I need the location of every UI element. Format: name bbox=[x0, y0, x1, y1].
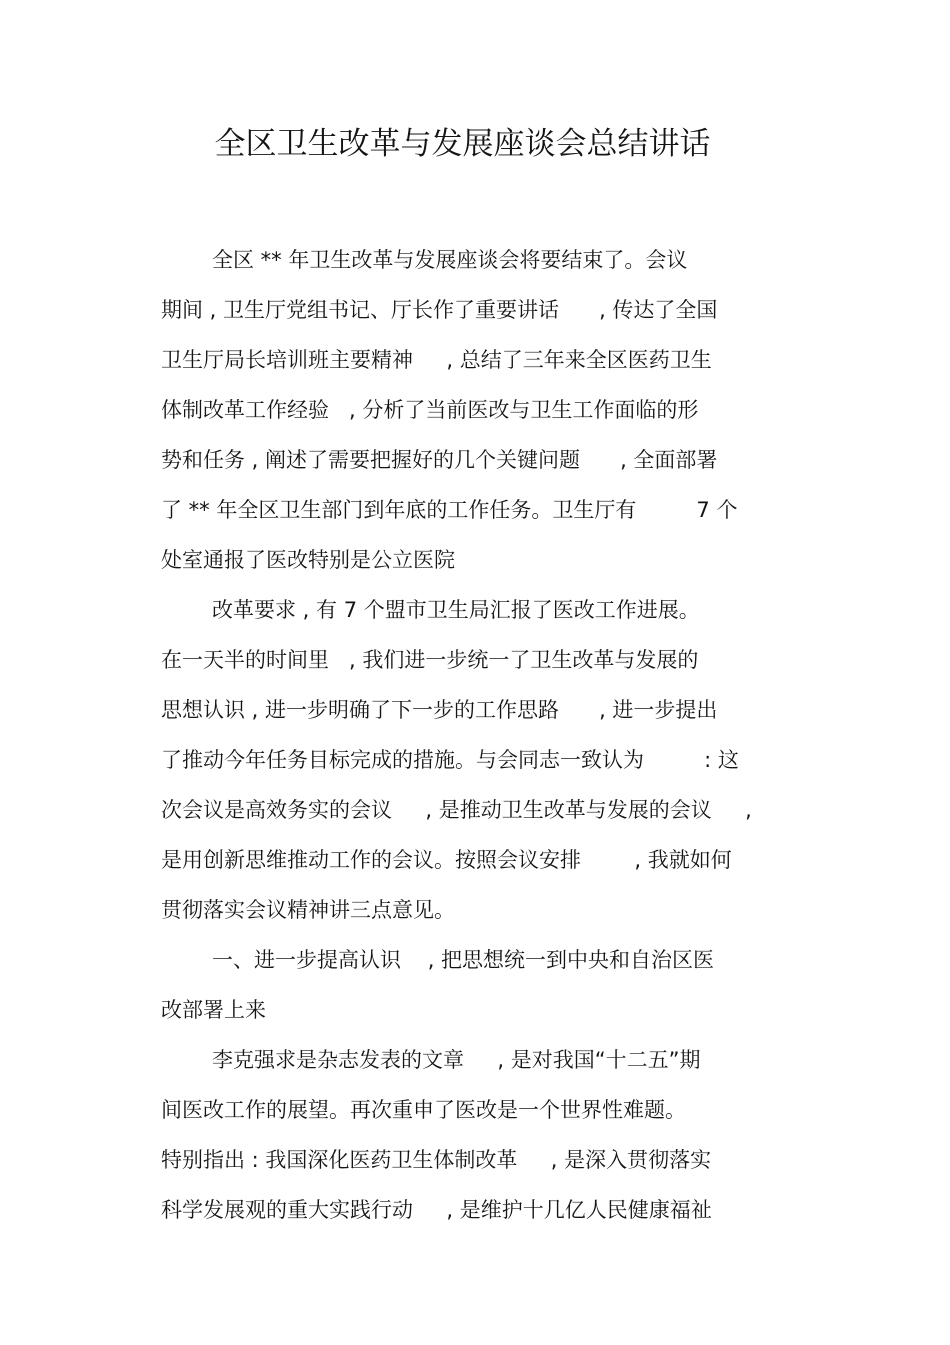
paragraph-line: 科学发展观的重大实践行动 , 是维护十几亿人民健康福祉 bbox=[161, 1198, 712, 1222]
paragraph-line: 贯彻落实会议精神讲三点意见。 bbox=[161, 898, 455, 922]
paragraph-line: 间医改工作的展望。再次重申了医改是一个世界性难题。 bbox=[161, 1098, 686, 1122]
paragraph-line: 是用创新思维推动工作的会议。按照会议安排 , 我就如何 bbox=[161, 848, 732, 872]
paragraph-line: 在一天半的时间里 , 我们进一步统一了卫生改革与发展的 bbox=[161, 648, 699, 672]
paragraph-line: 改革要求 , 有 7 个盟市卫生局汇报了医改工作进展。 bbox=[212, 598, 700, 622]
paragraph-line: 卫生厅局长培训班主要精神 , 总结了三年来全区医药卫生 bbox=[161, 348, 712, 372]
paragraph-line: 了推动今年任务目标完成的措施。与会同志一致认为 : 这 bbox=[161, 748, 739, 772]
paragraph-line: 次会议是高效务实的会议 , 是推动卫生改革与发展的会议 , bbox=[161, 798, 752, 822]
paragraph-line: 了 ** 年全区卫生部门到年底的工作任务。卫生厅有 7 个 bbox=[161, 498, 738, 522]
paragraph-line: 思想认识 , 进一步明确了下一步的工作思路 , 进一步提出 bbox=[161, 698, 718, 722]
section-heading-line: 改部署上来 bbox=[161, 998, 266, 1022]
document-title: 全区卫生改革与发展座谈会总结讲话 bbox=[214, 126, 711, 162]
paragraph-line: 势和任务 , 阐述了需要把握好的几个关键问题 , 全面部署 bbox=[161, 448, 718, 472]
paragraph-line: 处室通报了医改特别是公立医院 bbox=[161, 548, 455, 572]
section-heading-line: 一、进一步提高认识 , 把思想统一到中央和自治区医 bbox=[212, 948, 715, 972]
paragraph-line: 特别指出 : 我国深化医药卫生体制改革 , 是深入贯彻落实 bbox=[161, 1148, 712, 1172]
paragraph-line: 期间 , 卫生厅党组书记、厅长作了重要讲话 , 传达了全国 bbox=[161, 298, 718, 322]
paragraph-line: 全区 ** 年卫生改革与发展座谈会将要结束了。会议 bbox=[212, 248, 688, 272]
paragraph-line: 李克强求是杂志发表的文章 , 是对我国“十二五”期 bbox=[212, 1048, 701, 1072]
paragraph-line: 体制改革工作经验 , 分析了当前医改与卫生工作面临的形 bbox=[161, 398, 699, 422]
